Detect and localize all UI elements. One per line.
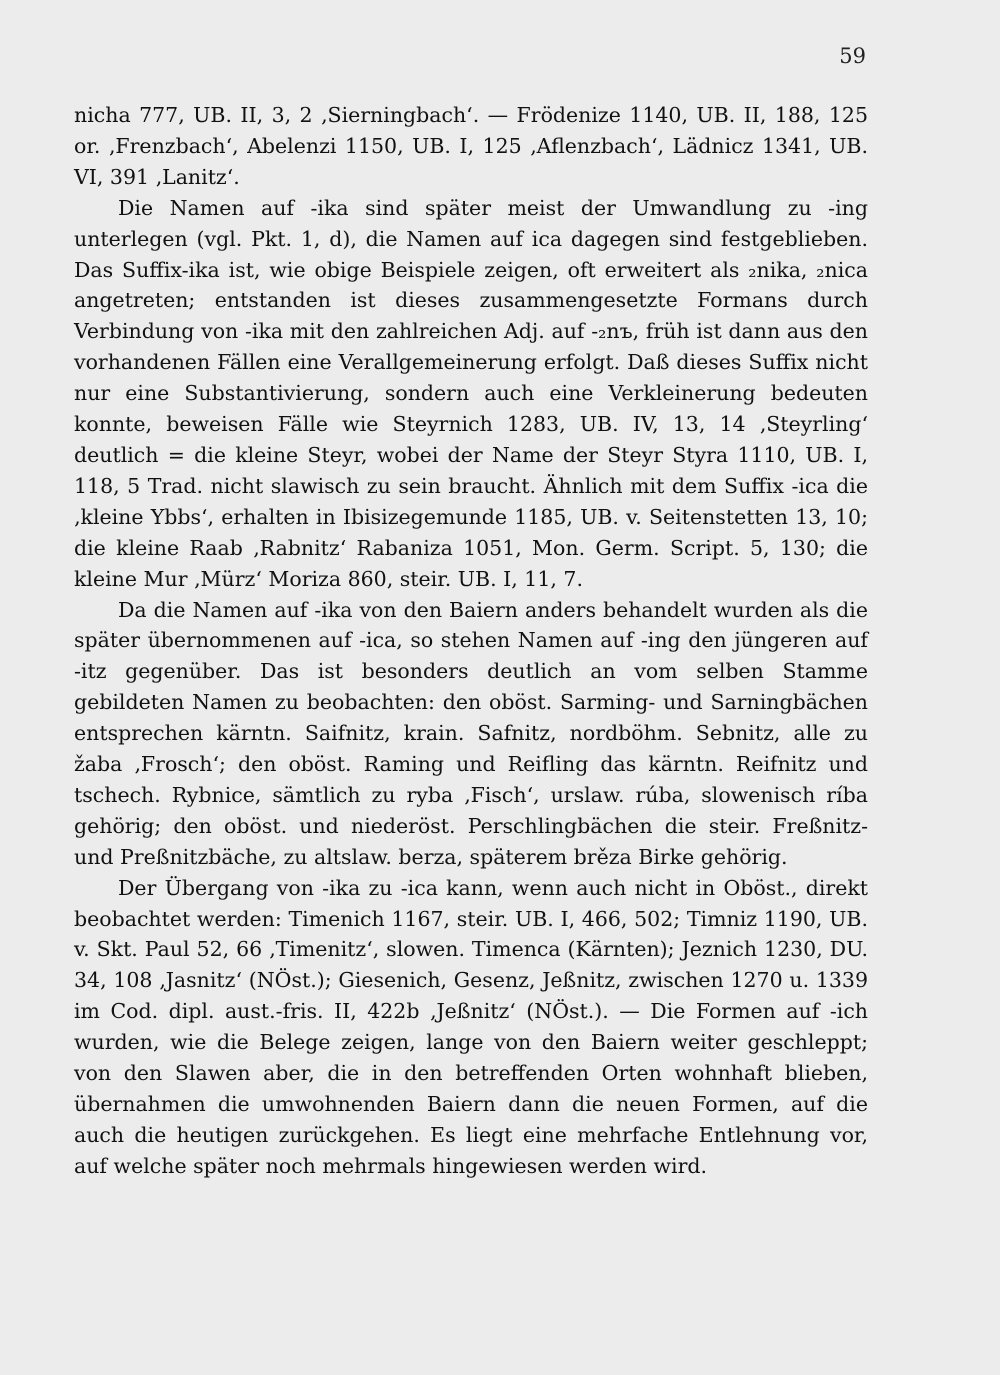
page-number: 59 xyxy=(839,44,866,68)
body-text xyxy=(74,100,868,1182)
paragraph: Da die Namen auf -ika von den Baiern anders behandelt wurden als die später übernommenen auf -ica, so stehen Namen auf -ing den jüngeren auf -itz gegenüber. Das ist besonders deutlich an vom selben Stamme gebildeten Namen zu beobachten: den oböst. Sarming- und Sarningbächen entsprechen kärntn. Saifnitz, krain. Safnitz, nordböhm. Sebnitz, alle zu žaba ‚Frosch‘; den oböst. Raming und Reifling das kärntn. Reifnitz und tschech. Rybnice, sämtlich zu ryba ‚Fisch‘, urslaw. rúba, slowenisch ríba gehörig; den oböst. und niederöst. Perschlingbächen die steir. Freßnitz- und Preßnitzbäche, zu altslaw. berza, späterem brěza Birke gehörig. xyxy=(74,597,868,869)
paragraph: Der Übergang von -ika zu -ica kann, wenn auch nicht in Oböst., direkt beobachtet werden: Timenich 1167, steir. UB. I, 466, 502; Timniz 1190, UB. v. Skt. Paul 52, 66 ‚Timenitz‘, slowen. Timenca (Kärnten); Jeznich 1230, DU. 34, 108 ‚Jasnitz‘ (NÖst.); Giesenich, Gesenz, Jeßnitz, zwischen 1270 u. 1339 im Cod. dipl. aust.-fris. II, 422b ‚Jeßnitz‘ (NÖst.). — Die Formen auf -ich wurden, wie die Belege zeigen, lange von den Baiern weiter geschleppt; von den Slawen aber, die in den betreffenden Orten wohnhaft blieben, übernahmen die umwohnenden Baiern dann die neuen Formen, auf die auch die heutigen zurückgehen. Es liegt eine mehrfache Entlehnung vor, auf welche später noch mehrmals hingewiesen werden wird. xyxy=(74,875,868,1178)
paragraph: Die Namen auf -ika sind später meist der Umwandlung zu -ing unterlegen (vgl. Pkt. 1, d), die Namen auf ica dagegen sind festgeblieben. Das Suffix-ika ist, wie obige Beispiele zeigen, oft erweitert als ₂nika, ₂nica angetreten; entstanden ist dieses zusammengesetzte Formans durch Verbindung von -ika mit den zahlreichen Adj. auf -₂nъ, früh ist dann aus den vorhandenen Fällen eine Verallgemeinerung erfolgt. Daß dieses Suffix nicht nur eine Substantivierung, sondern auch eine Verkleinerung bedeuten konnte, beweisen Fälle wie Steyrnich 1283, UB. IV, 13, 14 ‚Steyrling‘ deutlich = die kleine Steyr, wobei der Name der Steyr Styra 1110, UB. I, 118, 5 Trad. nicht slawisch zu sein braucht. Ähnlich mit dem Suffix -ica die ‚kleine Ybbs‘, erhalten in Ibisizegemunde 1185, UB. v. Seitenstetten 13, 10; die kleine Raab ‚Rabnitz‘ Rabaniza 1051, Mon. Germ. Script. 5, 130; die kleine Mur ‚Mürz‘ Moriza 860, steir. UB. I, 11, 7. xyxy=(74,195,868,591)
paragraph: nicha 777, UB. II, 3, 2 ‚Sierningbach‘. — Frödenize 1140, UB. II, 188, 125 or. ‚Frenzbach‘, Abelenzi 1150, UB. I, 125 ‚Aflenzbach‘, Lädnicz 1341, UB. VI, 391 ‚Lanitz‘. xyxy=(74,103,868,189)
